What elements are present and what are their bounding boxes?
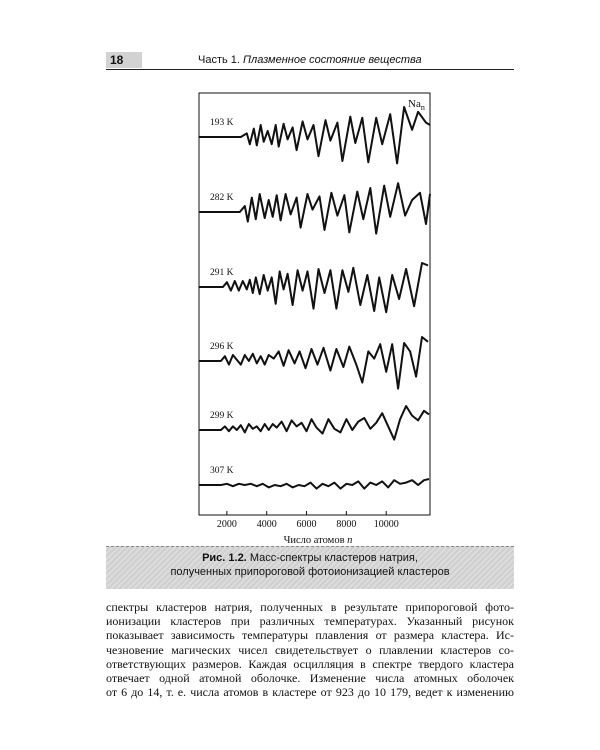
x-tick-label: 10000	[373, 519, 399, 530]
body-line: показывает зависимость температуры плавления от размера кластера. Ис-	[106, 628, 514, 643]
figure-caption	[106, 551, 514, 579]
body-line: ответствующих размеров. Каждая осцилляция в спектре твердого кластера	[106, 656, 514, 671]
spectrum-trace-282-k	[199, 183, 430, 233]
caption-line-2: полученных припороговой фотоионизацией кластеров	[170, 566, 450, 578]
x-tick-label: 6000	[296, 519, 317, 530]
trace-label: 307 K	[210, 466, 234, 476]
mass-spectra-figure	[150, 85, 450, 545]
body-line: спектры кластеров натрия, полученных в результате припороговой фото-	[106, 600, 514, 614]
body-line: чезновение магических чисел свидетельствует о плавлении кластеров со-	[106, 642, 514, 657]
x-tick-label: 4000	[256, 519, 277, 530]
body-line: от 6 до 14, т. е. числа атомов в кластере от 923 до 10 179, ведет к изменению	[106, 685, 514, 700]
body-paragraph	[106, 600, 514, 699]
running-head-part: Часть 1.	[198, 54, 240, 66]
trace-label: 291 K	[210, 268, 234, 278]
trace-label: 193 K	[210, 118, 234, 128]
body-line: отвечает одной атомной оболочке. Изменение числа атомных оболочек	[106, 671, 514, 686]
x-tick-label: 8000	[336, 519, 357, 530]
trace-label: 299 K	[210, 411, 234, 421]
spectrum-trace-299-k	[199, 406, 429, 440]
trace-label: 296 K	[210, 342, 234, 352]
running-head	[198, 52, 422, 68]
caption-text-1: Масс-спектры кластеров натрия,	[249, 552, 418, 564]
spectrum-trace-307-k	[199, 479, 429, 489]
spectrum-trace-193-k	[199, 107, 430, 163]
page-number: 18	[106, 52, 142, 68]
body-line: ионизации кластеров при различных температурах. Указанный рисунок	[106, 614, 514, 629]
header-rule	[106, 69, 514, 70]
x-tick-label: 2000	[216, 519, 237, 530]
caption-line-1	[106, 551, 514, 565]
caption-ref: Рис. 1.2.	[202, 552, 247, 564]
mass-spectra-chart	[150, 85, 450, 545]
species-label: $Na_n$	[408, 98, 425, 112]
running-head-title: Плазменное состояние вещества	[243, 54, 422, 66]
x-axis-label: Число атомов n	[283, 535, 353, 545]
trace-label: 282 K	[210, 193, 234, 203]
